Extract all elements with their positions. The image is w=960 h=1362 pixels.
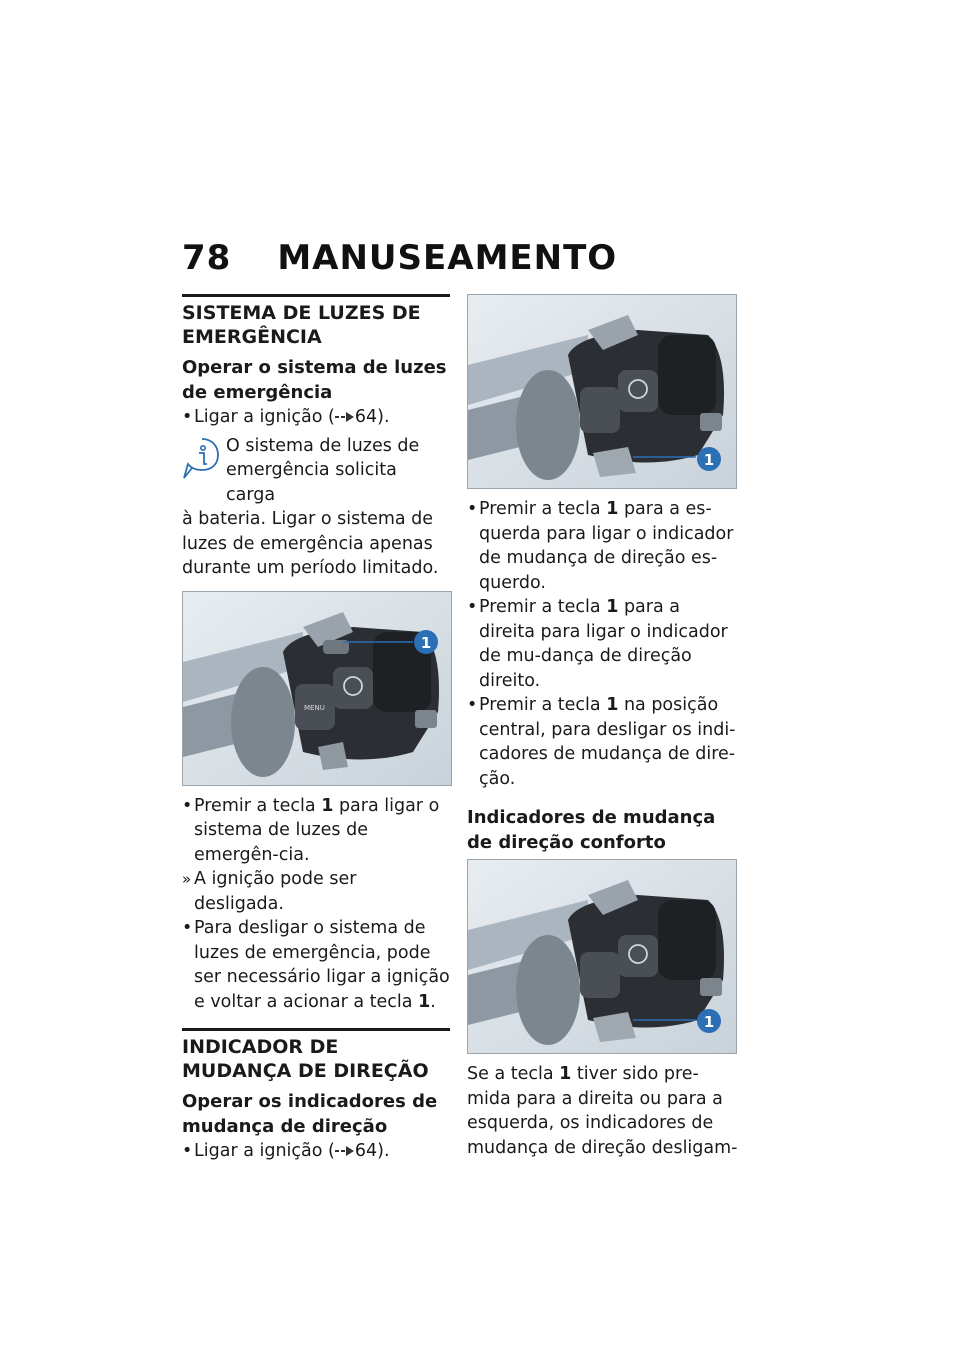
list-item: • Premir a tecla 1 para ligar o sistema de luzes de emergên-cia. xyxy=(182,795,440,865)
menu-button-label: MENU xyxy=(304,703,325,712)
bullet-icon: • xyxy=(182,1141,193,1161)
page-number: 78 xyxy=(182,238,232,278)
bullet-icon: • xyxy=(467,499,478,519)
page-ref-arrow-icon xyxy=(335,411,355,423)
list-item: • Ligar a ignição ( 64). xyxy=(182,1139,450,1164)
left-column xyxy=(182,294,450,1164)
comfort-turn-signal-image xyxy=(467,859,737,1054)
bullet-icon: • xyxy=(182,795,193,816)
callout-label: 1 xyxy=(420,633,432,652)
info-note xyxy=(182,434,450,508)
key-ref: 1 xyxy=(418,991,431,1012)
page-ref[interactable]: 64 xyxy=(354,1141,378,1161)
subtitle-turn-signal: Operar os indicadores de mudança de direção xyxy=(182,1091,438,1137)
page-header xyxy=(182,238,617,278)
page-ref-arrow-icon xyxy=(335,1145,355,1157)
list-item: • Premir a tecla 1 na posição central, para desligar os indi-cadores de mudança de dire-ção. xyxy=(467,695,736,789)
list-item: • Para desligar o sistema de luzes de emergência, pode ser necessário ligar a ignição e voltar a acionar a tecla 1. xyxy=(182,918,450,1012)
bullet-icon: • xyxy=(467,695,478,715)
key-ref: 1 xyxy=(606,597,619,617)
subtitle-comfort-turn-signal: Indicadores de mudança de direção conforto xyxy=(467,807,716,853)
page-ref[interactable]: 64 xyxy=(354,407,378,427)
section-title-turn-signal: INDICADOR DE MUDANÇA DE DIREÇÃO xyxy=(182,1028,450,1083)
subtitle-hazard: Operar o sistema de luzes de emergência xyxy=(182,357,447,403)
info-line-2: emergência solicita carga xyxy=(226,460,397,505)
key-ref: 1 xyxy=(606,499,619,519)
right-column xyxy=(467,294,739,1160)
info-text: à bateria. Ligar o sistema de luzes de emergência apenas durante um período limitado. xyxy=(182,509,439,578)
handlebar-switch-image xyxy=(182,591,452,786)
bullet-icon: • xyxy=(467,597,478,617)
key-ref: 1 xyxy=(559,1064,572,1084)
info-line-1: O sistema de luzes de xyxy=(226,435,420,456)
list-item: • Premir a tecla 1 para a direita para ligar o indicador de mu-dança de direção direito. xyxy=(467,597,728,691)
result-item: » A ignição pode ser desligada. xyxy=(182,869,357,914)
key-ref: 1 xyxy=(606,695,619,715)
comfort-paragraph: Se a tecla 1 tiver sido pre-mida para a direita ou para a esquerda, os indicadores de mudança de direção desligam- xyxy=(467,1064,738,1158)
chapter-title: MANUSEAMENTO xyxy=(277,238,618,278)
key-ref: 1 xyxy=(321,795,334,816)
bullet-icon: • xyxy=(182,407,193,427)
turn-signal-switch-image xyxy=(467,294,737,489)
bullet-icon: • xyxy=(182,918,193,938)
list-item: • Ligar a ignição ( 64). xyxy=(182,405,450,430)
info-icon xyxy=(182,436,222,482)
callout-label: 1 xyxy=(703,451,715,469)
list-item: • Premir a tecla 1 para a es-querda para ligar o indicador de mudança de direção es-querdo. xyxy=(467,499,734,593)
section-title-hazard: SISTEMA DE LUZES DE EMERGÊNCIA xyxy=(182,294,450,349)
callout-label: 1 xyxy=(703,1013,715,1031)
result-arrow-icon: » xyxy=(182,870,192,888)
